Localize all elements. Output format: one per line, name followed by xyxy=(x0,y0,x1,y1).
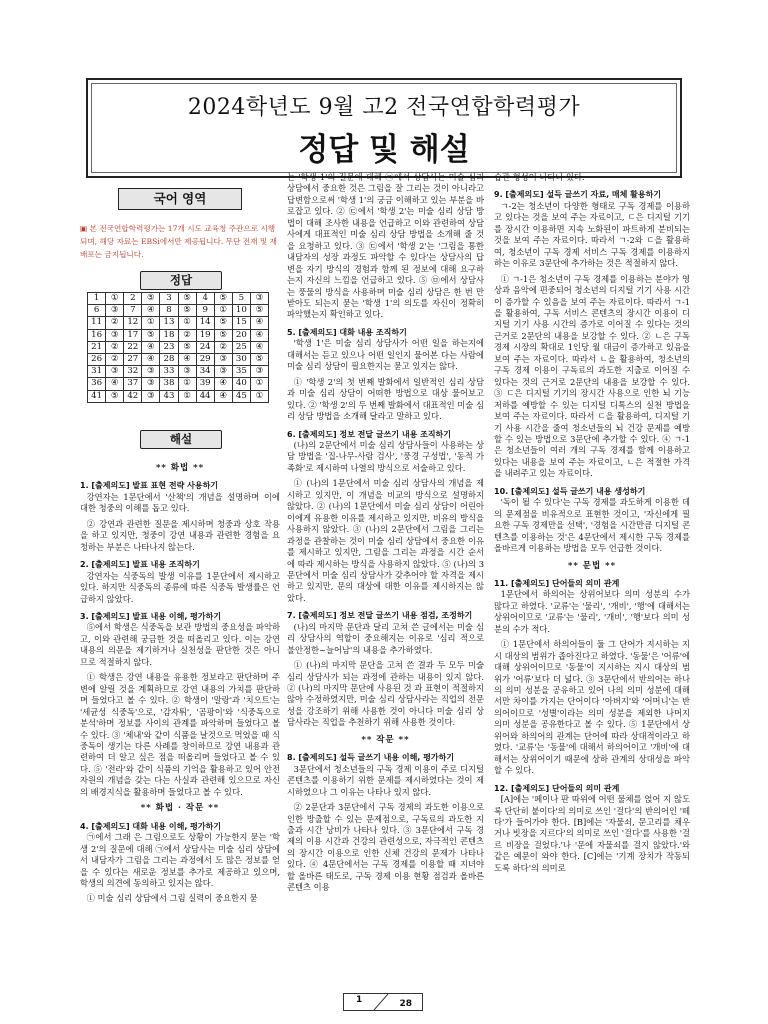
answer-choice: ① xyxy=(142,317,160,329)
question-heading: 4. [출제의도] 대화 내용 이해, 평가하기 xyxy=(80,821,222,831)
question-number: 18 xyxy=(160,329,178,341)
paragraph: '독이 될 수 있다'는 구독 경제를 과도하게 이용한 데의 문제점을 비유적으로 표현한 것이고, '자신에게 필요한 구독 경제만을 선택', '경험을 시간만큼 디지털 콘텐츠를 이용하는 것'은 4문단에서 제시한 구독 경제를 올바르게 이용하는 방법을 모두 언급한 것이다. xyxy=(494,497,690,554)
question-heading: 8. [출제의도] 설득 글쓰기 내용 이해, 평가하기 xyxy=(287,753,455,763)
section-heading: ** 문법 ** xyxy=(567,560,617,571)
question-number: 27 xyxy=(124,353,142,365)
question-heading: 11. [출제의도] 단어들의 의미 관계 xyxy=(494,578,620,588)
question-number: 33 xyxy=(160,366,178,378)
paragraph: [A]에는 '페이나 판 따위에 어떤 물체를 얹어 지 않도록 단단히 붙이다'의 의미로 쓰인 '걸다'의 반의어인 '떼다'가 들어가야 한다. [B]에는 '자물쇠, 문고리를 채우거나 빗장을 지르다'의 의미로 쓰인 '걸다'를 사용한 '걸르 비장을 걸었다.'나 '문에 자물쇠를 걸지 않았다.'와 같은 예문이 와야 한다. [C]에는 '기계 장치가 작동되도록 하다'의 의미로 xyxy=(494,794,690,873)
question-number: 26 xyxy=(88,353,106,365)
answer-choice: ⑤ xyxy=(178,293,196,305)
answer-choice: ① xyxy=(214,305,232,317)
question-heading: 12. [출제의도] 단어들의 의미 관계 xyxy=(494,783,620,793)
answer-choice: ④ xyxy=(142,353,160,365)
question-heading: 2. [출제의도] 발표 내용 조직하기 xyxy=(80,560,200,570)
paragraph: ② 강연과 관련한 질문을 제시하며 청중과 상호 작용을 하고 있지만, 청중이 강연 내용과 관련한 경험을 요청하는 부분은 나타나지 않는다. xyxy=(80,518,280,552)
answer-choice: ① xyxy=(106,293,124,305)
question-number: 1 xyxy=(88,293,106,305)
answer-choice: ⑤ xyxy=(251,305,269,317)
answer-choice: ③ xyxy=(106,305,124,317)
question-heading: 7. [출제의도] 정보 전달 글쓰기 내용 점검, 조정하기 xyxy=(287,611,473,621)
answer-choice: ② xyxy=(214,341,232,353)
page-number xyxy=(343,993,423,1011)
answer-choice: ⑤ xyxy=(178,305,196,317)
question-number: 36 xyxy=(88,378,106,390)
answer-choice: ④ xyxy=(106,378,124,390)
question-number: 2 xyxy=(124,293,142,305)
question-number: 41 xyxy=(88,390,106,402)
answer-choice: ③ xyxy=(142,378,160,390)
answer-choice: ③ xyxy=(142,366,160,378)
question-number: 9 xyxy=(196,305,214,317)
question-number: 15 xyxy=(232,317,250,329)
paragraph: 강연자는 식중독의 발생 이유를 1문단에서 제시하고 있다. 하지만 식중독의 종류에 따른 식중독 발생률은 언급하지 않았다. xyxy=(80,570,280,604)
section-heading: ** 작문 ** xyxy=(361,734,410,745)
question-number: 19 xyxy=(196,329,214,341)
answer-choice: ⑤ xyxy=(142,329,160,341)
answer-row xyxy=(88,390,269,402)
question-number: 23 xyxy=(160,341,178,353)
paragraph: 3문단에서 청소년들의 구독 경제 이용이 주로 디지털 콘텐츠를 이용하기 위한 문제를 제시하였다는 것이 제시하였으나 그 이유는 나타나 있지 않다. xyxy=(287,763,484,797)
copyright-notice: ▣ 본 전국연합학력평가는 17개 시도 교육청 주관으로 시행되며, 해당 자료는 EBSi에서만 제공됩니다. 무단 전재 및 재배포는 금지됩니다. xyxy=(80,224,277,259)
answer-choice: ⑤ xyxy=(214,317,232,329)
paragraph: ㉠에서 그래 은 그림으로도 상황이 가능한지 묻는 '학생 2'의 질문에 대해 ㉠에서 상담사는 미술 심리 상담에서 내담자가 그림을 그리는 과정에서 도 많은 정보를 얻을 수 있다는 새로운 정보를 추가로 제공하고 있으며, 학생의 의견에 동의하고 있지는 않다. xyxy=(80,832,280,888)
question-number: 39 xyxy=(196,378,214,390)
section-heading: ** 화법 · 작문 ** xyxy=(140,803,220,814)
answer-choice: ⑤ xyxy=(142,293,160,305)
paragraph: ① 학생은 강연 내용을 유용한 정보라고 판단하며 주변에 알릴 것을 계획하므로 강연 내용의 가치를 판단하며 들었다고 볼 수 있다. ② 학생이 '말랑'과 '치으트'는 '세균성 식중독'으로, '감자튀', '곰팡이'와 '식중독으로 분석'하며 정보를 사이의 관계를 파악하며 들었다고 볼 수 있다. ③ '체내'와 같이 식품을 날것으로 먹었을 때 식중독이 생기는 다른 사례를 창이하므로 강연 내용과 관련하여 더 알고 싶은 점을 떠올리며 들었다고 볼 수 있다. ⑤ '전라'와 같이 식품의 기억을 활용하고 있어 안전 자원의 개념을 갖는 다는 사실과 관련해 있으므로 자신의 배경지식을 활용하며 들었다고 볼 수 있다. xyxy=(80,672,280,797)
total-pages: 28 xyxy=(399,999,412,1009)
answer-choice: ④ xyxy=(142,305,160,317)
question-number: 32 xyxy=(124,366,142,378)
answer-choice: ④ xyxy=(142,341,160,353)
question-number: 6 xyxy=(88,305,106,317)
paragraph: ㄱ-2는 청소년이 다양한 형태로 구독 경제를 이용하고 있다는 것을 보여 주는 자료이고, ㄷ은 디지털 기기를 장시간 이용하면 지속 노화된이 파트하게 분비되는 것을 보여 주는 자료이다. 따라서 ㄱ-2와 ㄷ을 활용하여, 청소년이 구독 경제 서비스 구독 경제를 이용하지 하는 이유로 3문단에 추가하는 것은 적절하지 않다. xyxy=(494,200,690,269)
paragraph: (나)의 마지막 문단과 달리 고쳐 쓴 글에서는 미술 심리 상담사의 역할이 중요해지는 이유로 '심리 적으로 불안정한~늘어남'의 내용을 추가하였다. xyxy=(287,621,484,655)
answer-choice: ④ xyxy=(251,317,269,329)
answer-row xyxy=(88,317,269,329)
question-number: 20 xyxy=(232,329,250,341)
paragraph: 강연자는 1문단에서 '산책'의 개념을 설명하며 이에 대한 청중의 이해를 돕고 있다. xyxy=(80,491,280,514)
answer-choice: ④ xyxy=(178,353,196,365)
answer-row xyxy=(88,353,269,365)
explanation-title: 해설 xyxy=(140,430,222,449)
question-number: 7 xyxy=(124,305,142,317)
paragraph: ① ㄱ-1은 청소년이 구독 경제를 이용하는 분야가 영상과 음악에 편중되어 청소년의 디지털 기기 사용 시간이 증가할 수 있음을 보여 주는 자료이다. 따라서 ㄱ-1을 활용하여, 구독 서비스 콘텐츠의 장시간 이용이 디지털 기기 사용 시간의 증가로 이어질 수 있다는 것의 근거로 2문단의 내용을 보강할 수 있다. ② ㄴ은 구독 경제 시장의 확대로 1인당 월 대금이 증가하고 있음을 보여 주는 자료이다. 따라서 ㄴ을 활용하여, 청소년의 구독 경제 이용이 구독료의 과도한 지출로 이어질 수 있다는 것의 근거로 2문단의 내용을 보강할 수 있다. ③ ㄷ은 디지털 기기의 장시간 사용으로 인한 뇌 기능 저하를 예방할 수 있는 디지털 디톡스의 실천 방법을 보여 주는 자료이다. 따라서 ㄷ을 활용하여, 디지털 기기 사용 시간을 줄여 청소년들의 뇌 건강 문제를 예방할 수 있는 방법으로 3문단에 추가할 수 있다. ④ ㄱ-1은 청소년들이 여러 개의 구독 경제를 함께 이용하고 있다는 내용을 보여 주는 자료이고, ㄴ은 적절한 가격을 내려주고 있는 자료이다. xyxy=(494,273,690,479)
answer-row xyxy=(88,293,269,305)
question-number: 40 xyxy=(232,378,250,390)
answer-choice: ⑤ xyxy=(214,329,232,341)
question-number: 12 xyxy=(124,317,142,329)
answer-choice: ② xyxy=(106,341,124,353)
subject-label: 국어 영역 xyxy=(118,188,242,210)
answer-choice: ③ xyxy=(106,366,124,378)
title-box xyxy=(86,78,682,178)
answer-choice: ⑤ xyxy=(106,390,124,402)
question-number: 5 xyxy=(232,293,250,305)
question-number: 44 xyxy=(196,390,214,402)
question-number: 3 xyxy=(160,293,178,305)
question-heading: 3. [출제의도] 발표 내용 이해, 평가하기 xyxy=(80,611,222,621)
answer-choice: ① xyxy=(251,390,269,402)
question-number: 10 xyxy=(232,305,250,317)
answer-choice: ⑤ xyxy=(214,293,232,305)
answer-choice: ② xyxy=(178,329,196,341)
question-number: 35 xyxy=(232,366,250,378)
answer-choice: ② xyxy=(106,353,124,365)
current-page: 1 xyxy=(356,995,363,1005)
question-number: 16 xyxy=(88,329,106,341)
question-number: 17 xyxy=(124,329,142,341)
question-number: 11 xyxy=(88,317,106,329)
answer-choice: ③ xyxy=(251,366,269,378)
paragraph: ① (나)의 1문단에서 미술 심리 상담사의 개념을 제시하고 있지만, 이 개념을 비교의 방식으로 설명하지 않았다. ② (나)의 1문단에서 미술 심리 상담이 어린아이에게 유용한 이유를 제시하고 있지만, 비유의 방식을 사용하지 않았다. ③ (나)의 2문단에서 그림을 그리는 과정을 관찰하는 것이 미술 심리 상담에서 중요한 이유를 제시하고 있지만, 그림을 그리는 과정을 시간 순서에 따라 제시하는 방식을 사용하지 않았다. ⑤ (나)의 3문단에서 미술 심리 상담사가 갖추어야 할 자격을 제시하고 있지만, 문의 대상에 대한 이유를 제시하지는 않았다. xyxy=(287,478,484,603)
column-1-explanations xyxy=(80,458,280,909)
paragraph: ② 2문단과 3문단에서 구독 경제의 과도한 이용으로 인한 방출할 수 있는 문제점으로, 구독료의 과도한 지출과 시간 낭비가 나타나 있다. ③ 3문단에서 구독 경제의 이용 시간과 건강의 관련성으로, 자극적인 콘텐츠의 장시간 이용으로 인한 신체 건강의 문제가 나타나 있다. ④ 4문단에서는 구독 경제를 이용할 때 지녀야 할 올바른 태도로, 구독 경제 이용 현황 점검과 올바른 콘텐츠 이용 xyxy=(287,802,484,893)
question-number: 24 xyxy=(196,341,214,353)
paragraph: ① 미술 심리 상담에서 그림 실력이 중요한지 묻 xyxy=(86,893,258,904)
paragraph: '학생 1'은 미술 심리 상담사가 어떤 일을 하는지에 대해서는 듣고 있으나 어떤 일인지 물어본 다는 사람에 미술 심리 상담이 필요한지는 묻고 있지는 않다. xyxy=(287,338,484,372)
question-number: 43 xyxy=(160,390,178,402)
answer-row xyxy=(88,378,269,390)
paragraph: ① '학생 2'의 첫 번째 발화에서 일반적인 심리 상담과 미술 심리 상담이 어떠한 방법으로 대상 물어보고 있다. ② '학생 2'의 두 번째 발화에서 대표적인 미술 심리 상담 방법을 소개해 달라고 말하고 있다. xyxy=(287,376,484,422)
document-title: 정답 및 해설 xyxy=(298,132,470,168)
question-number: 29 xyxy=(196,353,214,365)
answer-choice: ① xyxy=(178,390,196,402)
paragraph: ① (나)의 마지막 문단을 고쳐 쓴 결과 두 모두 미술 심리 상담사가 되는 과정에 관하는 내용이 있지 않다. ② (나)의 마지막 문단에 사용된 것 과 표현이 적절하지 않아 수정하였지만, 미술 심리 상담사라는 직업의 전문성을 강조하기 위해 사용한 것이 아니다 미술 심리 상담사라는 직업을 추천하기 위해 사용한 것이다. xyxy=(287,660,484,728)
answer-choice: ① xyxy=(178,317,196,329)
question-heading: 9. [출제의도] 설득 글쓰기 자료, 매체 활용하기 xyxy=(494,190,662,200)
question-number: 34 xyxy=(196,366,214,378)
paragraph: ⑤에서 학생은 식중독을 보관 방법의 중요성을 파악하고, 이와 관련해 궁금한 것을 떠올리고 있다. 이는 강연 내용의 의문을 제기하거나 실천성을 판단한 것은 아니므로 적절하지 않다. xyxy=(80,622,280,667)
answer-row xyxy=(88,366,269,378)
answer-choice: ④ xyxy=(214,378,232,390)
question-number: 25 xyxy=(232,341,250,353)
column-2-explanations xyxy=(287,172,484,898)
question-number: 30 xyxy=(232,353,250,365)
answer-choice: ③ xyxy=(142,390,160,402)
answer-choice: ④ xyxy=(251,329,269,341)
question-number: 31 xyxy=(88,366,106,378)
answer-choice: ③ xyxy=(106,329,124,341)
question-number: 8 xyxy=(160,305,178,317)
answer-choice: ② xyxy=(106,317,124,329)
answer-title: 정답 xyxy=(140,271,222,290)
paragraph: 는 '학생 1'의 질문에 대해 ㉠에서 상담사는 미술 심리 상담에서 중요한 것은 그림을 잘 그리는 것이 아니라고 답변함으로써 '학생 1'의 궁금 이해하고 있는 부분을 바로잡고 있다. ② ㉢에서 '학생 2'는 미술 심리 상담 방법이 대해 조사한 내용을 언급하고 이와 관련하여 상담사에게 대표적인 미술 심리 상담 방법을 소개해 줄 것을 요청하고 있다. ③ ㉢에서 '학생 2'는 '그림을 통한 내담자의 성장 과정도 파악할 수 있다'는 상담사의 답변을 자기 방식의 경험과 함께 된 정보에 대해 요구하는지 자신의 느낌을 언급하고 있다. ⑤ ㉤에서 상담사는 풍물의 방식을 사용하며 미술 심리 상담은 한 번 만 받아도 되는지 묻는 '학생 1'의 의도를 자신이 정확히 파악했는지 확인하고 있다. xyxy=(287,172,484,320)
paragraph: ① 1문단에서 하의어들이 둘 그 단어가 지시하는 지시 대상의 범위가 좁아진다고 하였다. '동물'은 '어류'에 대해 상위어이므로 '동물'이 지시하는 지시 대상의 범위가 '어류'보다 더 넓다. ③ 3문단에서 반의어는 하나의 의미 성분을 공유하고 있어 나의 의미 성분에 대해서만 차이를 가지는 단어이다 '아버지'와 '어머니'는 반의어이므로 '성별'이라는 의미 성분을 제외한 나머지 의미 성분을 공유한다고 볼 수 있다. ⑤ 1문단에서 상위어와 하의어의 관계는 단어에 따라 상대적이라고 하였다. '교류'는 '동물'에 대해서 하의어이고 '개비'에 대해서는 상위어이기 때문에 상하 관계의 상대성을 파악할 수 있다. xyxy=(494,639,690,776)
answer-table xyxy=(87,292,269,403)
answer-row xyxy=(88,305,269,317)
paragraph: 습관 형성이 나타나 있다. xyxy=(494,172,585,182)
question-number: 22 xyxy=(124,341,142,353)
question-number: 21 xyxy=(88,341,106,353)
question-number: 37 xyxy=(124,378,142,390)
question-heading: 5. [출제의도] 대화 내용 조직하기 xyxy=(287,327,407,337)
question-number: 45 xyxy=(232,390,250,402)
column-3-explanations xyxy=(494,172,690,878)
answer-row xyxy=(88,341,269,353)
question-number: 13 xyxy=(160,317,178,329)
answer-choice: ① xyxy=(178,378,196,390)
notice-text: 본 전국연합학력평가는 17개 시도 교육청 주관으로 시행되며, 해당 자료는 EBSi에서만 제공됩니다. 무단 전재 및 재배포는 금지됩니다. xyxy=(80,224,277,259)
question-heading: 6. [출제의도] 정보 전달 글쓰기 내용 조직하기 xyxy=(287,429,452,439)
answer-choice: ⑤ xyxy=(251,353,269,365)
question-number: 4 xyxy=(196,293,214,305)
answer-choice: ③ xyxy=(214,366,232,378)
question-number: 14 xyxy=(196,317,214,329)
section-heading: ** 화법 ** xyxy=(155,463,205,473)
answer-choice: ③ xyxy=(251,293,269,305)
question-heading: 1. [출제의도] 발표 표현 전략 사용하기 xyxy=(80,481,219,491)
answer-row xyxy=(88,329,269,341)
answer-choice: ⑤ xyxy=(178,341,196,353)
question-number: 42 xyxy=(124,390,142,402)
paragraph: (나)의 2문단에서 미술 심리 상담사들이 사용하는 상담 방법을 '집-나무-사람 검사', '풍경 구성법', '동적 가족화'로 제시하여 나열의 방식으로 서술하고 있다. xyxy=(287,439,484,473)
paragraph: 1문단에서 하의어는 상위어보다 의미 성분의 수가 많다고 하였다. '교류'는 '물리', '개비', '행'에 대해서는 상위어이므로 '교류'는 '물리', '개비', '행'보다 의미 성분의 수가 적다. xyxy=(494,589,690,634)
answer-choice: ④ xyxy=(251,341,269,353)
question-heading: 10. [출제의도] 설득 글쓰기 내용 생성하기 xyxy=(494,486,646,496)
answer-choice: ③ xyxy=(178,366,196,378)
exam-title: 2024학년도 9월 고2 전국연합학력평가 xyxy=(187,95,581,120)
question-number: 28 xyxy=(160,353,178,365)
answer-choice: ③ xyxy=(214,353,232,365)
answer-choice: ① xyxy=(251,378,269,390)
answer-choice: ④ xyxy=(214,390,232,402)
question-number: 38 xyxy=(160,378,178,390)
